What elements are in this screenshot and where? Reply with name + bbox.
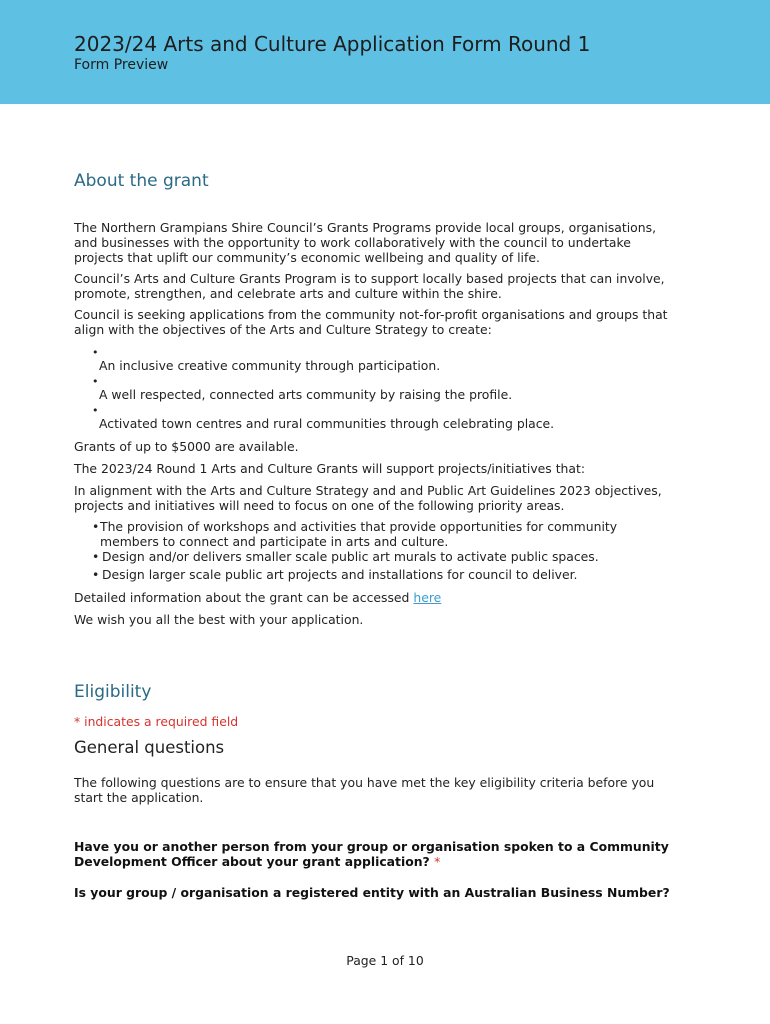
bullet-icon <box>92 373 672 387</box>
bullet-icon: • <box>92 519 100 534</box>
about-para-3: Council is seeking applications from the community not-for-profit organisations and groups that align with the objectives of the Arts and Culture Strategy to create: <box>74 307 668 337</box>
list-item: • A well respected, connected arts community by raising the profile. <box>92 373 672 402</box>
list-item: • Design larger scale public art projects and installations for council to deliver. <box>92 567 578 582</box>
list-item: • Design and/or delivers smaller scale public art murals to activate public spaces. <box>92 549 599 564</box>
required-marker: * <box>434 854 441 869</box>
objectives-list <box>92 344 672 431</box>
about-para-1: The Northern Grampians Shire Council’s Grants Programs provide local groups, organisations, and businesses with the opportunity to work collaboratively with the council to undertake projects that uplift our community’s economic wellbeing and quality of life. <box>74 220 657 265</box>
question-abn: Is your group / organisation a registered entity with an Australian Business Number? <box>74 885 670 900</box>
form-subtitle: Form Preview <box>74 57 169 73</box>
bullet-icon: • <box>92 567 100 582</box>
about-heading: About the grant <box>74 171 209 191</box>
priority-intro-text: In alignment with the Arts and Culture Strategy and and Public Art Guidelines 2023 objectives, projects and initiatives will need to focus on one of the following priority areas. <box>74 483 662 513</box>
form-title: 2023/24 Arts and Culture Application Form Round 1 <box>74 32 591 56</box>
list-item: • The provision of workshops and activities that provide opportunities for community members to connect and participate in arts and culture. <box>92 519 618 549</box>
page-number: Page 1 of 10 <box>346 953 424 968</box>
eligibility-intro: The following questions are to ensure that you have met the key eligibility criteria before you start the application. <box>74 775 655 805</box>
form-header <box>0 0 770 104</box>
required-note: * indicates a required field <box>74 714 239 729</box>
bullet-icon <box>92 344 672 358</box>
general-questions-heading: General questions <box>74 738 225 757</box>
bullet-icon <box>92 402 672 416</box>
eligibility-heading: Eligibility <box>74 682 152 702</box>
round-support-text: The 2023/24 Round 1 Arts and Culture Grants will support projects/initiatives that: <box>74 461 586 476</box>
about-para-2: Council’s Arts and Culture Grants Program is to support locally based projects that can involve, promote, strengthen, and celebrate arts and culture within the shire. <box>74 271 665 301</box>
wish-text: We wish you all the best with your application. <box>74 612 364 627</box>
priorities-list <box>92 519 662 582</box>
list-item: • An inclusive creative community through participation. <box>92 344 672 373</box>
grant-info-link[interactable]: here <box>413 590 442 605</box>
bullet-icon: • <box>92 549 100 564</box>
detail-info-text: Detailed information about the grant can be accessed here <box>74 590 442 605</box>
list-item: • Activated town centres and rural communities through celebrating place. <box>92 402 672 431</box>
grant-amount-text: Grants of up to $5000 are available. <box>74 439 299 454</box>
question-spoken-to-officer: Have you or another person from your group or organisation spoken to a Community Development Officer about your grant application? * <box>74 839 669 869</box>
